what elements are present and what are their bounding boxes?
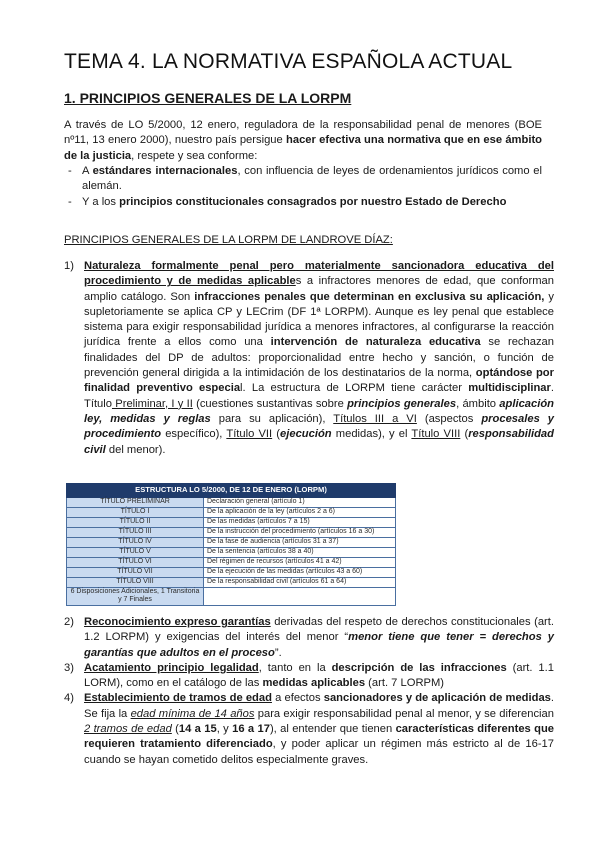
table-row: TÍTULO V De la sentencia (artículos 38 a 40) <box>67 547 396 557</box>
list-item: - Y a los principios constitucionales consagrados por nuestro Estado de Derecho <box>68 195 507 208</box>
table-row: TÍTULO VI Del régimen de recursos (artículos 41 a 42) <box>67 557 396 567</box>
structure-table <box>66 483 396 606</box>
list-item: - A estándares internacionales, con influencia de leyes de ordenamientos jurídicos como el alemán. <box>68 165 543 193</box>
list-item: 4) Establecimiento de tramos de edad a efectos sancionadores y de aplicación de medidas. Se fija la edad mínima de 14 años para exigir responsabilidad penal al menor, y se diferencian 2 tramos de edad (14 a 15, y 16 a 17), al entender que tienen características diferentes que requieren tratamiento diferenciado, y poder aplicar un régimen más estricto al de 16-17 cuando se hayan cometido delitos especialmente graves. <box>64 692 555 766</box>
intro-bold: hacer efectiva una normativa que en ese ámbito de la justicia <box>64 134 542 162</box>
intro-paragraph <box>64 118 542 164</box>
list-item: 1) Naturaleza formalmente penal pero materialmente sancionadora educativa del procedimiento y de medidas aplicables a infractores menores de edad, que conforman amplio catálogo. Son infracciones penales que determinan en exclusiva su aplicación, y supletoriamente se aplica CP y LECrim (DF 1ª LORPM). Aunque es ley penal que establece sistema para exigir responsabilidad jurídica a menores infractores, al configurarse la reacción jurídica frente a ellos como una intervención de naturaleza educativa se rechazan finalidades del DP de adultos: proporcionalidad entre hecho y sanción, o función de prevención general dirigida a la intimidación de los destinatarios de la norma, optándose por finalidad preventivo especial. La estructura de LORPM tiene carácter multidisciplinar. Título Preliminar, I y II (cuestiones sustantivas sobre principios generales, ámbito aplicación ley, medidas y reglas para su aplicación), Títulos III a VI (aspectos procesales y procedimiento específico), Título VII (ejecución medidas), y el Título VIII (responsabilidad civil del menor). <box>64 260 555 456</box>
principles-list-2 <box>64 615 554 768</box>
list-item: 3) Acatamiento principio legalidad, tanto en la descripción de las infracciones (art. 1.1 LORM), como en el catálogo de las medidas aplicables (art. 7 LORPM) <box>64 661 554 690</box>
table-row: 6 Disposiciones Adicionales, 1 Transitoria y 7 Finales <box>67 587 396 605</box>
table-row: TÍTULO II De las medidas (artículos 7 a 15) <box>67 517 396 527</box>
table-row: TÍTULO IV De la fase de audiencia (artículos 31 a 37) <box>67 537 396 547</box>
subheading: PRINCIPIOS GENERALES DE LA LORPM DE LANDROVE DÍAZ: <box>64 234 393 246</box>
table-row: TÍTULO III De la instrucción del procedimiento (artículos 16 a 30) <box>67 527 396 537</box>
intro-text: A través de LO 5/2000, 12 enero, reguladora de la responsabilidad penal de menores (BOE nº11, 13 enero 2000), nuestro país persigue <box>64 119 542 147</box>
table-row: TÍTULO PRELIMINAR Declaración general (artículo 1) <box>67 497 396 507</box>
intro-bullet-list <box>64 164 542 210</box>
table-row: TÍTULO VIII De la responsabilidad civil (artículos 61 a 64) <box>67 577 396 587</box>
principles-list-1 <box>64 259 554 458</box>
section-heading: 1. PRINCIPIOS GENERALES DE LA LORPM <box>64 90 352 106</box>
intro-text-end: , respete y sea conforme: <box>131 149 258 162</box>
page-title: TEMA 4. LA NORMATIVA ESPAÑOLA ACTUAL <box>64 50 513 73</box>
table-row: TÍTULO VII De la ejecución de las medidas (artículos 43 a 60) <box>67 567 396 577</box>
table-header: ESTRUCTURA LO 5/2000, DE 12 DE ENERO (LORPM) <box>67 484 396 498</box>
table-row: TÍTULO I De la aplicación de la ley (artículos 2 a 6) <box>67 507 396 517</box>
list-item: 2) Reconocimiento expreso garantías derivadas del respeto de derechos constitucionales (art. 1.2 LORPM) y exigencias del interés del menor “menor tiene que tener = derechos y garantías que adultos en el proceso”. <box>64 616 554 659</box>
